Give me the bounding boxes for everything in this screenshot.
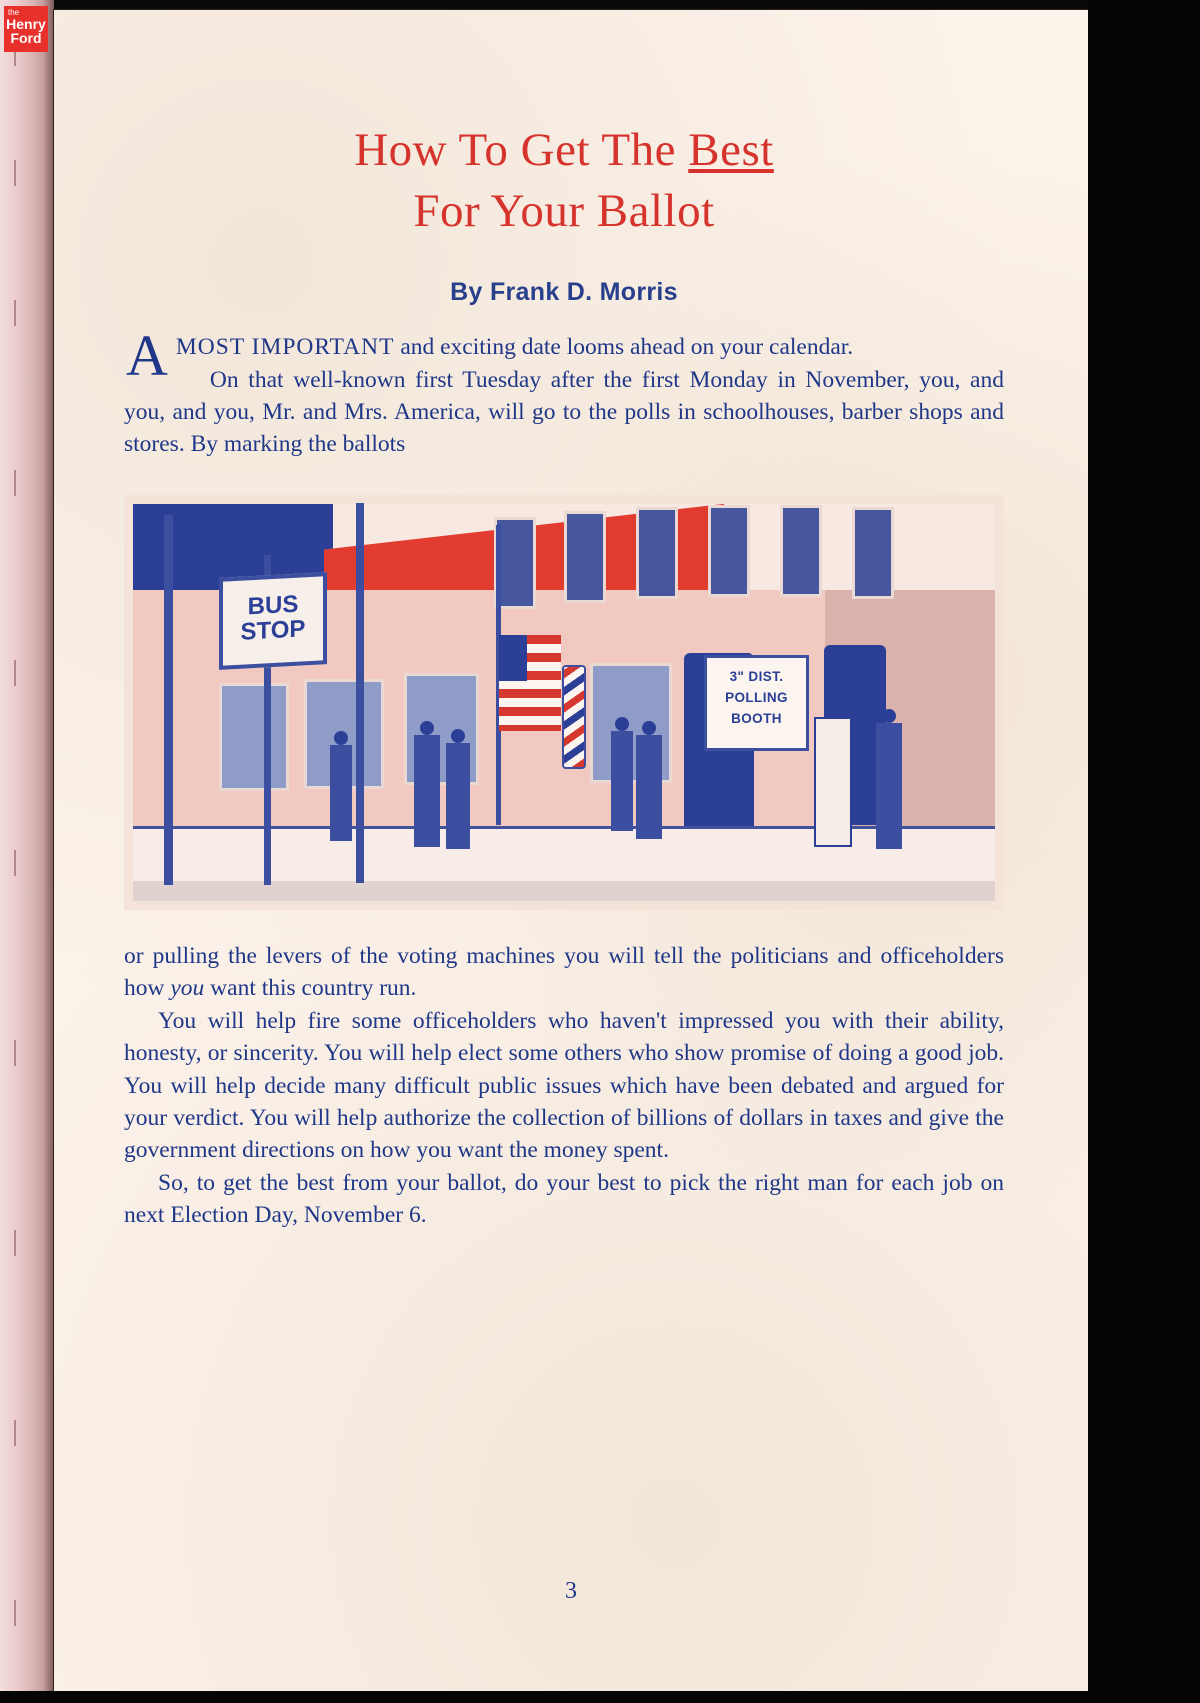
title-line-1-underlined-word: Best (688, 124, 774, 176)
the-henry-ford-watermark-logo (4, 6, 48, 52)
illustration-upper-window (564, 511, 606, 603)
illustration-pedestrian-trenchcoat (814, 717, 852, 847)
printed-page (54, 10, 1088, 1691)
illustration-american-flag (499, 635, 561, 731)
polling-line-2: POLLING (725, 689, 788, 705)
voting-machines-pre: or pulling the levers of the voting machines you will tell the politicians and officeholders how (124, 942, 1004, 1002)
illustration-pedestrian (414, 735, 440, 847)
illustration-upper-window (780, 505, 822, 597)
illustration-lamp-post (164, 515, 173, 885)
illustration-pedestrian (330, 745, 352, 841)
scan-right-edge (1088, 0, 1200, 1703)
page-number: 3 (565, 1578, 577, 1604)
illustration-upper-window (708, 505, 750, 597)
paragraph-election-day: On that well-known first Tuesday after the first Monday in November, you, and you, and you, Mr. and Mrs. America, will go to the polls in schoolhouses, barber shops and stores. By marking the ballots (124, 366, 1004, 458)
title-line-2: For Your Ballot (413, 185, 715, 238)
byline: By Frank D. Morris (450, 278, 678, 307)
bus-stop-line-1: BUS (247, 590, 299, 621)
paragraph-you-will-help: You will help fire some officeholders who haven't impressed you with their ability, honesty, or sincerity. You will help elect some others who show promise of doing a good job. You will help decide many difficult public issues which have been debated and argued for your verdict. You will help authorize the collection of billions of dollars in taxes and give the government directions on how you want the money spent. (124, 1007, 1004, 1164)
illustration-pedestrian (446, 743, 470, 849)
drop-cap: A (126, 323, 168, 389)
page-content (124, 120, 1004, 1232)
paragraph-closing: So, to get the best from your ballot, do your best to pick the right man for each job on next Election Day, November 6. (124, 1169, 1004, 1229)
illustration-street (133, 881, 995, 901)
logo-line-the: the (8, 8, 20, 17)
logo-line-henry: Henry (6, 16, 46, 32)
scan-bottom-edge (0, 1691, 1200, 1703)
illustration-pedestrian (611, 731, 633, 831)
illustration-utility-pole (356, 503, 364, 883)
illustration-pedestrian (636, 735, 662, 839)
illustration-pedestrian (876, 723, 902, 849)
illustration-flag-canton (499, 635, 527, 681)
opening-small-caps: MOST IMPORTANT (175, 334, 395, 361)
polling-line-3: BOOTH (731, 710, 782, 726)
illustration-barber-pole (562, 665, 586, 769)
polling-line-1: 3" DIST. (729, 668, 784, 684)
illustration-upper-window (852, 507, 894, 599)
title-line-1-text: How To Get The (354, 124, 689, 176)
book-binding-edge (0, 0, 54, 1703)
illustration-street-scene (124, 495, 1004, 910)
bus-stop-line-2: STOP (240, 615, 306, 646)
illustration-upper-window (636, 507, 678, 599)
illustration-storefront-window (219, 683, 289, 791)
opening-rest: and exciting date looms ahead on your calendar. (394, 334, 854, 361)
paragraph-opening (124, 323, 1004, 389)
illustration-polling-booth-sign (704, 655, 809, 751)
logo-line-ford: Ford (10, 30, 42, 46)
voting-machines-post: want this country run. (204, 975, 417, 1002)
page-title (124, 120, 1004, 242)
illustration-bus-stop-sign (219, 572, 327, 670)
paragraph-voting-machines (124, 940, 1004, 1005)
voting-machines-italic: you (170, 975, 205, 1002)
